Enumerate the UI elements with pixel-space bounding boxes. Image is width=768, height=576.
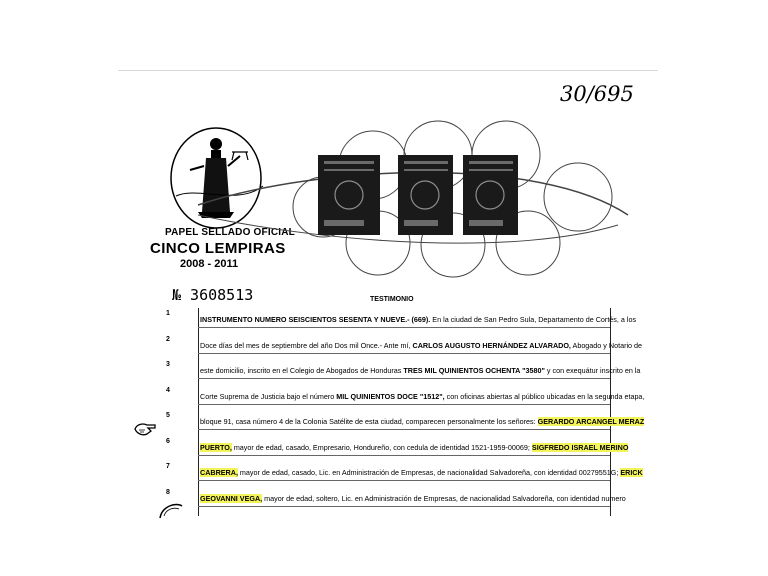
line-text: Corte Suprema de Justicia bajo el número (200, 391, 337, 401)
bold-text: CARLOS AUGUSTO HERNÁNDEZ ALVARADO, (412, 340, 571, 350)
line-text: mayor de edad, casado, Lic. en Administración de Empresas, de nacionalidad Salvadoreña, con identidad 00279551G; (237, 468, 621, 477)
serial-number: № 3608513 (172, 286, 254, 304)
line-text: En la ciudad de San Pedro Sula, Departamento de Cortés, a los (430, 315, 637, 324)
line-text: mayor de edad, soltero, Lic. en Administración de Empresas, de nacionalidad Salvadoreña, con identidad numero (262, 493, 626, 503)
line-number: 1 (166, 310, 170, 317)
document-line (200, 391, 645, 401)
margin-line-left (198, 308, 199, 516)
line-text: con oficinas abiertas al público ubicadas en la segunda etapa, (444, 391, 645, 401)
ruled-line (198, 480, 610, 481)
line-text: bloque 91, casa número 4 de la Colonia Satélite de esta ciudad, comparecen personalmente los señores: (200, 417, 538, 426)
line-number: 3 (166, 361, 170, 368)
margin-line-right (610, 308, 611, 516)
line-number: 7 (166, 463, 170, 470)
ruled-line (198, 429, 610, 430)
ruled-line (198, 327, 610, 328)
ruled-line (198, 404, 610, 405)
document-line (200, 468, 643, 477)
highlighted-name: PUERTO, (200, 442, 232, 452)
stamp-paper-value: CINCO LEMPIRAS (150, 240, 286, 257)
highlighted-name: GEOVANNI VEGA, (200, 493, 263, 503)
document-heading: TESTIMONIO (370, 296, 414, 303)
top-divider (118, 70, 658, 71)
handwritten-number: 30/695 (560, 82, 634, 106)
line-text: Doce días del mes de septiembre del año Dos mil Once.- Ante mí, (200, 340, 413, 350)
bold-text: MIL QUINIENTOS DOCE "1512", (336, 391, 445, 401)
line-text: este domicilio, inscrito en el Colegio de Abogados de Honduras (200, 366, 404, 375)
document-line (200, 417, 645, 426)
highlighted-name: CABRERA, (200, 468, 238, 477)
ruled-line (198, 378, 610, 379)
bold-text: TRES MIL QUINIENTOS OCHENTA "3580" (403, 366, 545, 375)
document-body (166, 308, 645, 516)
document-line (200, 340, 643, 350)
line-number: 4 (166, 386, 170, 394)
ruled-line (198, 455, 610, 456)
stamp-paper-years: 2008 - 2011 (180, 258, 239, 270)
stamp-paper-title: PAPEL SELLADO OFICIAL (165, 227, 295, 238)
line-number: 6 (166, 437, 170, 445)
line-text: Abogado y Notario de (570, 340, 643, 350)
justice-seal-icon (168, 126, 264, 230)
document-line (200, 442, 629, 452)
highlighted-name: ERICK (620, 468, 643, 477)
highlighted-name: SIGFREDO ISRAEL MERINO (531, 442, 629, 452)
ruled-line (198, 353, 610, 354)
document-line (200, 366, 641, 375)
line-number: 2 (166, 335, 170, 343)
document-line (200, 493, 626, 503)
notary-stamps-icon (278, 125, 628, 280)
document-line (200, 315, 637, 324)
line-text: y con exequátur inscrito en la (544, 366, 641, 375)
pointing-hand-icon (133, 420, 157, 438)
highlighted-name: GERARDO ARCANGEL MERAZ (537, 417, 645, 426)
line-number: 8 (166, 488, 170, 496)
partial-stamp-icon (158, 500, 184, 520)
ruled-line (198, 506, 610, 507)
line-number: 5 (166, 412, 170, 419)
line-text: mayor de edad, casado, Empresario, Hondureño, con cedula de identidad 1521-1959-00069; (231, 442, 532, 452)
bold-text: INSTRUMENTO NUMERO SEISCIENTOS SESENTA Y NUEVE.- (669). (200, 315, 431, 324)
